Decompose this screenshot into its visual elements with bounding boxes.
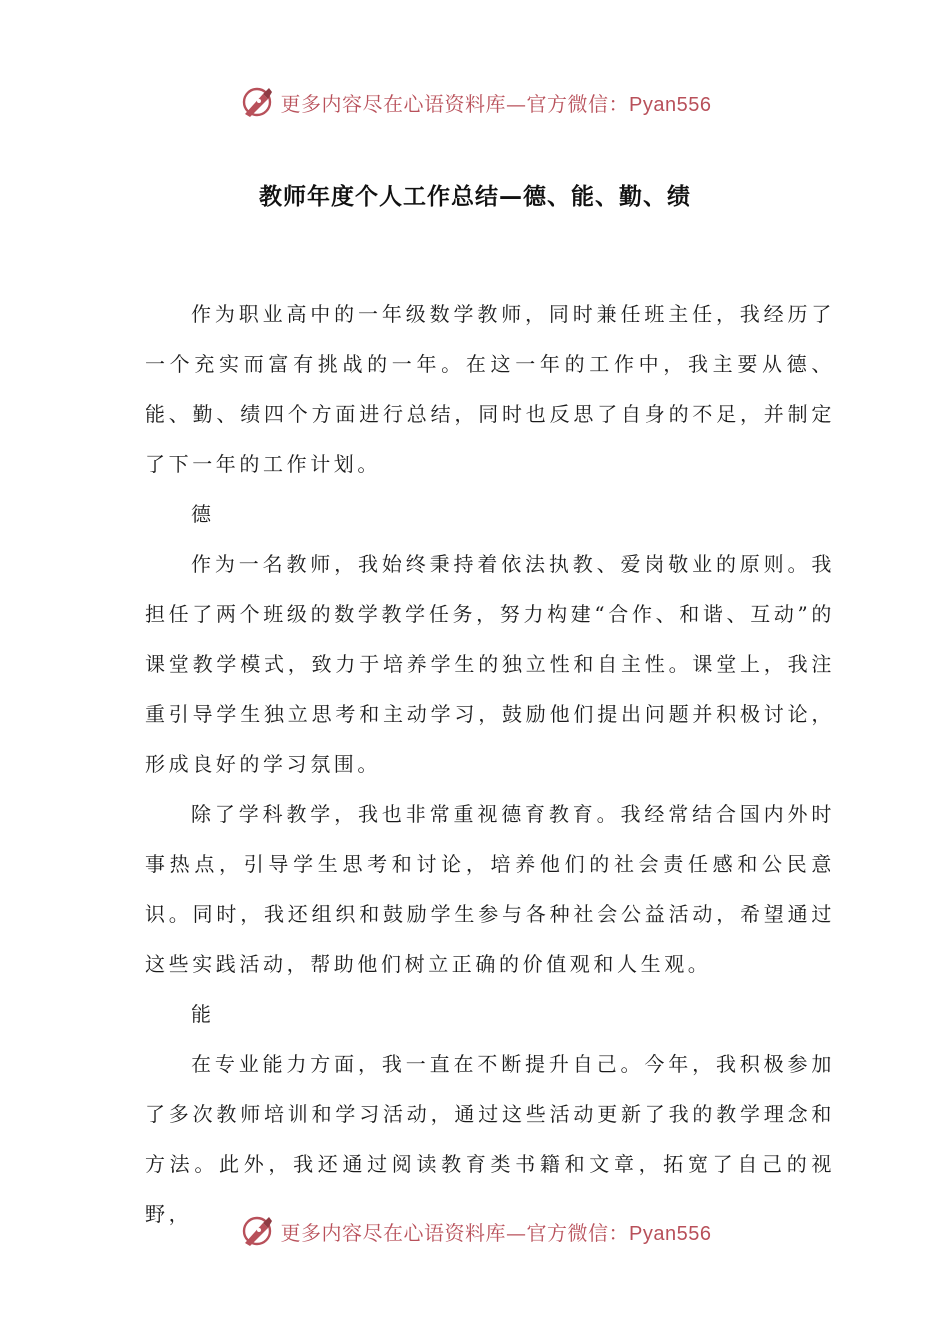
footer-banner — [0, 1211, 950, 1251]
section-heading-de: 德 — [191, 502, 215, 526]
banner-text: 更多内容尽在心语资料库—官方微信：Pyan556 — [280, 1220, 712, 1245]
paragraph-de-moral: 除了学科教学，我也非常重视德育教育。我经常结合国内外时事热点，引导学生思考和讨论，培养他们的社会责任感和公民意识。同时，我还组织和鼓励学生参与各种社会公益活动，希望通过这些实践活动，帮助他们树立正确的价值观和人生观。 — [145, 802, 835, 976]
paragraph-de-teaching: 作为一名教师，我始终秉持着依法执教、爱岗敬业的原则。我担任了两个班级的数学教学任务，努力构建“合作、和谐、互动”的课堂教学模式，致力于培养学生的独立性和自主性。课堂上，我注重引导学生独立思考和主动学习，鼓励他们提出问题并积极讨论，形成良好的学习氛围。 — [145, 552, 835, 776]
section-heading-neng: 能 — [191, 1002, 215, 1026]
paragraph-neng-ability: 在专业能力方面，我一直在不断提升自己。今年，我积极参加了多次教师培训和学习活动，通过这些活动更新了我的教学理念和方法。此外，我还通过阅读教育类书籍和文章，拓宽了自己的视野， — [145, 1052, 835, 1226]
document-body — [145, 289, 835, 1239]
header-banner — [0, 82, 950, 122]
banner-text: 更多内容尽在心语资料库—官方微信：Pyan556 — [280, 91, 712, 116]
wechat-id: Pyan556 — [629, 93, 712, 116]
document-title: 教师年度个人工作总结—德、能、勤、绩 — [259, 184, 691, 210]
wechat-id: Pyan556 — [629, 1222, 712, 1245]
pen-nib-logo-icon — [239, 84, 275, 120]
pen-nib-logo-icon — [239, 1213, 275, 1249]
paragraph-intro: 作为职业高中的一年级数学教师，同时兼任班主任，我经历了一个充实而富有挑战的一年。在这一年的工作中，我主要从德、能、勤、绩四个方面进行总结，同时也反思了自身的不足，并制定了下一年的工作计划。 — [145, 302, 835, 476]
